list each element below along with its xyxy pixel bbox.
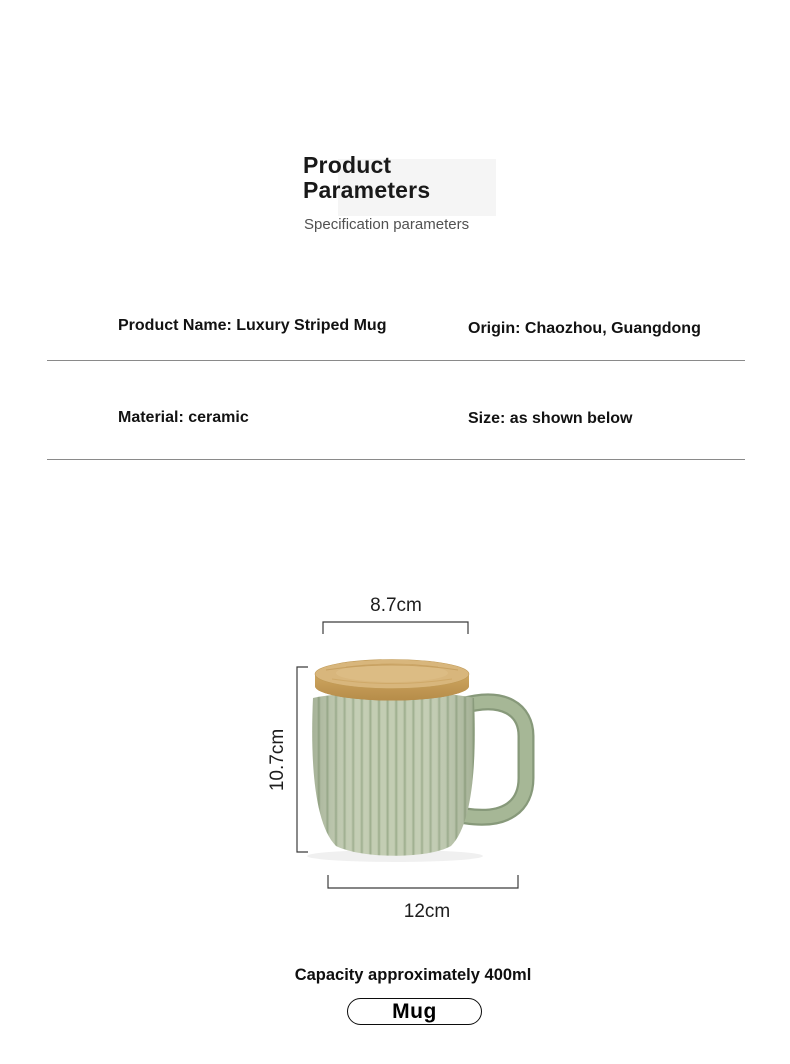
capacity-text: Capacity approximately 400ml [294,966,532,984]
mug-image [307,660,526,863]
dimension-label-top-width: 8.7cm [370,595,422,616]
mug-tag-label: Mug [392,999,437,1023]
dimension-line-height [297,667,308,852]
divider [47,459,745,460]
page-subtitle: Specification parameters [304,216,470,233]
dimension-label-bottom-width: 12cm [403,901,451,920]
spec-material: Material: ceramic [118,409,249,426]
dimension-label-height: 10.7cm [267,728,288,792]
mug-dimension-diagram [250,580,550,920]
dimension-line-top-width [323,622,468,634]
page-title: Product Parameters [303,152,431,203]
dimension-line-bottom-width [328,875,518,888]
spec-size: Size: as shown below [468,410,633,427]
spec-product-name: Product Name: Luxury Striped Mug [118,317,387,334]
mug-tag [347,998,482,1025]
mug-body-shading [312,692,475,856]
divider [47,360,745,361]
spec-origin: Origin: Chaozhou, Guangdong [468,320,701,337]
